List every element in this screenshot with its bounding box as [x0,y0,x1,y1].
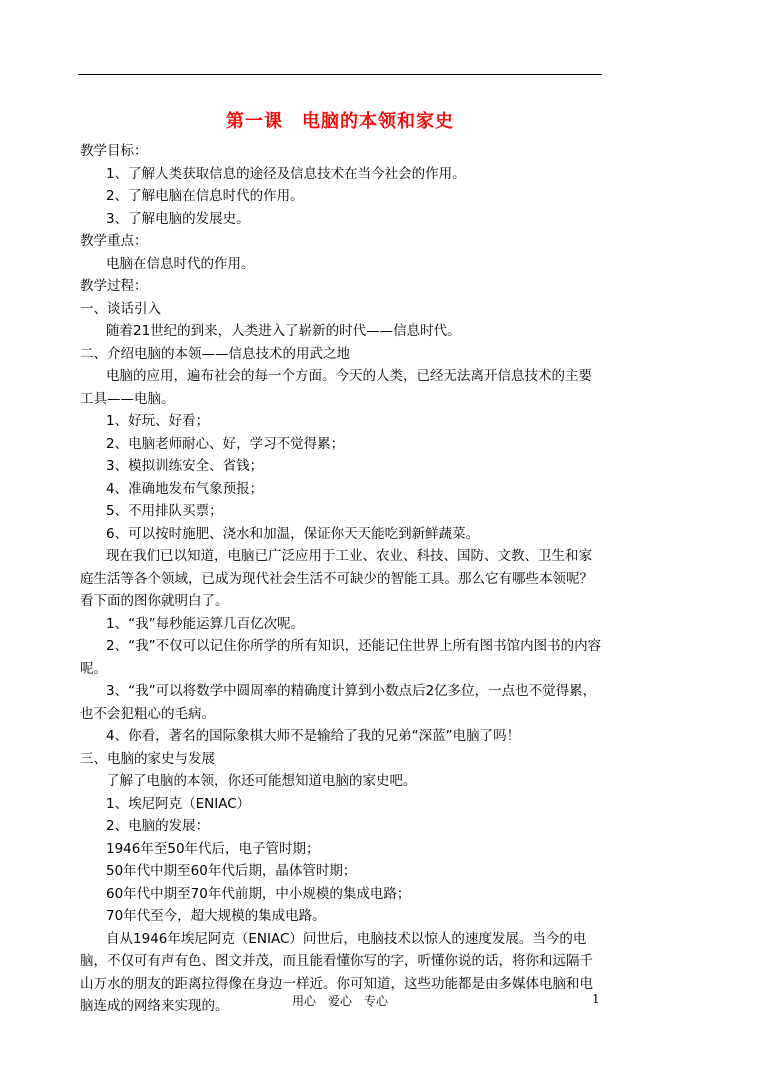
paragraph: 随着21世纪的到来，人类进入了崭新的时代——信息时代。 [106,323,461,339]
paragraph: 3、“我”可以将数学中圆周率的精确度计算到小数点后2亿多位，一点也不觉得累，也不会犯粗心的毛病。 [80,683,597,722]
page-number: 1 [592,992,600,1006]
paragraph: 3、了解电脑的发展史。 [106,210,250,227]
section-heading: 二、介绍电脑的本领——信息技术的用武之地 [80,345,350,362]
paragraph: 5、不用排队买票； [106,503,223,519]
paragraph: 4、你看，著名的国际象棋大师不是输给了我的兄弟“深蓝”电脑了吗！ [106,728,521,744]
section-heading: 教学过程： [80,278,148,294]
footer-motto: 用心 爱心 专心 [291,994,388,1008]
paragraph: 3、模拟训练安全、省钱； [106,458,264,474]
paragraph: 2、电脑的发展： [106,818,210,834]
paragraph: 2、了解电脑在信息时代的作用。 [106,188,304,204]
lesson-title: 第一课 电脑的本领和家史 [226,111,454,132]
paragraph: 了解了电脑的本领，你还可能想知道电脑的家史吧。 [106,773,417,789]
paragraph: 2、电脑老师耐心、好，学习不觉得累； [106,435,345,452]
paragraph: 60年代中期至70年代前期，中小规模的集成电路； [106,885,411,902]
paragraph: 6、可以按时施肥、浇水和加温，保证你天天能吃到新鲜蔬菜。 [106,525,480,542]
section-heading: 一、谈话引入 [80,300,161,317]
section-heading: 教学重点： [80,233,148,249]
paragraph: 1946年至50年代后，电子管时期； [106,840,320,857]
paragraph: 50年代中期至60年代后期，晶体管时期； [106,863,357,879]
paragraph: 自从1946年埃尼阿克（ENIAC）问世后，电脑技术以惊人的速度发展。当今的电脑，不仅可有声有色、图文并茂，而且能看懂你写的字，听懂你说的话，将你和远隔千山万水的朋友的距离拉得像在身边一样近。你可知道，这些功能都是由多媒体电脑和电脑连成的网络来实现的。 [80,930,593,1014]
paragraph: 1、埃尼阿克（ENIAC） [106,795,251,812]
paragraph: 2、“我”不仅可以记住你所学的所有知识，还能记住世界上所有图书馆内图书的内容呢。 [80,638,602,677]
section-heading: 教学目标： [80,143,148,159]
paragraph: 现在我们已以知道，电脑已广泛应用于工业、农业、科技、国防、文教、卫生和家庭生活等各个领域，已成为现代社会生活不可缺少的智能工具。那么它有哪些本领呢？看下面的图你就明白了。 [80,548,593,609]
lesson-body [80,140,602,1018]
paragraph: 电脑的应用，遍布社会的每一个方面。今天的人类，已经无法离开信息技术的主要工具——电脑。 [80,368,592,407]
header-rule [78,74,602,75]
paragraph: 1、“我”每秒能运算几百亿次呢。 [106,615,305,632]
paragraph: 1、好玩、好看； [106,413,210,429]
paragraph: 1、了解人类获取信息的途径及信息技术在当今社会的作用。 [106,165,466,182]
section-heading: 三、电脑的家史与发展 [80,750,215,767]
paragraph: 70年代至今，超大规模的集成电路。 [106,908,326,924]
paragraph: 电脑在信息时代的作用。 [106,255,255,272]
paragraph: 4、准确地发布气象预报； [106,480,264,497]
